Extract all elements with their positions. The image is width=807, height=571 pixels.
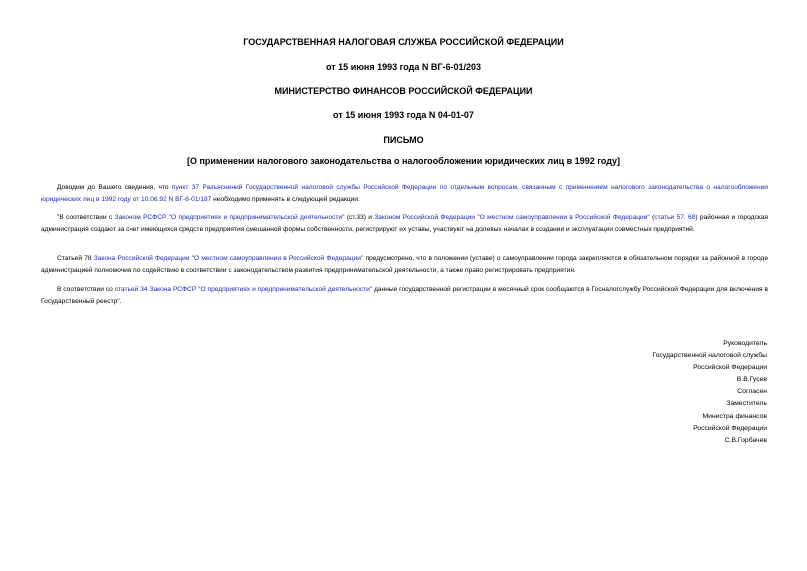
signature-line: Государственной налоговой службы <box>652 352 767 360</box>
signature-line: Согласен <box>737 388 767 396</box>
paragraph-text: предусмотрено, что в положении (уставе) о самоуправлении города закрепляются в обязательном порядке за районной в городе администрацией полномочия по содействию в соответствии с законодательством развития предпринимательской деятельности, а также право регистрировать предприятия. <box>41 255 768 275</box>
link-articles-57-68[interactable]: статьи 57, 68 <box>654 214 696 221</box>
paragraph-text: Статьей 78 <box>57 255 94 262</box>
paragraph-text: ) районная и городская администрация создают за счет имеющихся средств предприятия смешанной формы собственности, регистрируют их уставы, участвуют на долевых началах в создании и эксплуатации совместных предприятий. <box>41 214 769 234</box>
link-law-local-government[interactable]: Законом Российской Федерации "О местном самоуправлении в Российской Федерации" <box>374 214 650 221</box>
paragraph-3 <box>41 253 768 277</box>
paragraph-text: (ст.33) и <box>344 214 375 221</box>
signature-line: Руководитель <box>723 340 767 347</box>
paragraph-text: В соответствии со <box>57 286 115 293</box>
signatory-name: С.В.Горбачев <box>724 436 767 444</box>
signatory-name: В.В.Гусев <box>736 376 767 384</box>
document-type: ПИСЬМО <box>383 135 424 145</box>
paragraph-4 <box>41 284 768 308</box>
paragraph-text: "В соответствии с <box>57 214 115 221</box>
signature-line: Российской Федерации <box>693 364 767 372</box>
signature-line: Заместитель <box>726 400 767 408</box>
paragraph-text: ( <box>649 214 655 221</box>
paragraph-text: необходимо применять в следующей редакции: <box>211 196 360 204</box>
signature-line: Российской Федерации <box>693 424 767 432</box>
issuer-ministry: МИНИСТЕРСТВО ФИНАНСОВ РОССИЙСКОЙ ФЕДЕРАЦИИ <box>274 86 533 96</box>
signature-block <box>652 338 767 447</box>
paragraph-2 <box>41 212 768 236</box>
paragraph-text: данные государственной регистрации в месячный срок сообщаются в Госналогслужбу Российской Федерации для включения в Государственный реестр". <box>41 286 769 306</box>
link-article-34[interactable]: статьей 34 Закона РСФСР "О предприятиях и предпринимательской деятельности" <box>114 286 373 293</box>
document-title: [О применении налогового законодательства о налогообложении юридических лиц в 1992 году] <box>186 156 621 166</box>
link-law-enterprises[interactable]: Законом РСФСР "О предприятиях и предпринимательской деятельности" <box>114 214 345 221</box>
signature-line: Министра финансов <box>702 412 767 420</box>
paragraph-text: Доводим до Вашего сведения, что <box>57 184 172 191</box>
paragraph-1 <box>41 182 768 206</box>
link-law-local-government[interactable]: Закона Российской Федерации "О местном самоуправлении в Российской Федерации" <box>93 255 364 262</box>
issuer-ministry-date: от 15 июня 1993 года N 04-01-07 <box>333 110 474 120</box>
issuer-tax-service: ГОСУДАРСТВЕННАЯ НАЛОГОВАЯ СЛУЖБА РОССИЙСКОЙ ФЕДЕРАЦИИ <box>243 37 564 47</box>
link-clause-37[interactable]: пункт 37 Разъяснений Государственной налоговой службы Российской Федерации по отдельным вопросам, связанным с применением налогового законодательства о налогообложении юридических лиц в 1992 году от 10.06.92 N ВГ-6-01/187 <box>41 184 768 204</box>
issuer-tax-service-date: от 15 июня 1993 года N ВГ-6-01/203 <box>326 62 481 72</box>
